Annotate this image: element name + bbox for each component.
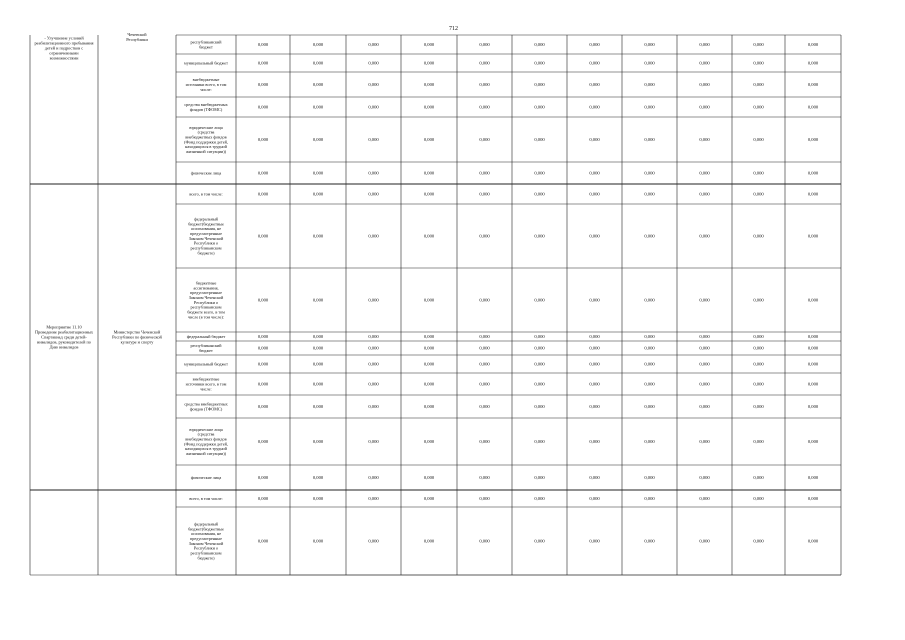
middle-value-cell: 0,000 [699, 404, 710, 410]
middle-value-cell: 0,000 [423, 439, 435, 445]
middle-value-cell: 0,000 [312, 345, 324, 351]
bottom-value-cell: 0,000 [807, 496, 819, 502]
middle-value-cell: 0,000 [312, 404, 324, 410]
top-value-cell: 0,000 [479, 170, 490, 176]
top-value-cell: 0,000 [644, 42, 655, 48]
middle-value-cell: 0,000 [257, 191, 269, 197]
top-value-cell: 0,000 [589, 104, 600, 110]
middle-value-cell: 0,000 [423, 297, 435, 303]
top-value-cell: 0,000 [368, 137, 379, 143]
top-value-cell: 0,000 [589, 170, 600, 176]
top-value-cell: 0,000 [368, 82, 379, 88]
top-value-cell: 0,000 [699, 60, 710, 66]
middle-value-cell: 0,000 [368, 345, 379, 351]
top-value-cell: 0,000 [534, 137, 545, 143]
middle-value-cell: 0,000 [423, 404, 435, 410]
middle-value-cell: 0,000 [807, 475, 819, 481]
top-row-label: республиканский бюджет [190, 39, 222, 50]
top-value-cell: 0,000 [312, 82, 324, 88]
top-value-cell: 0,000 [534, 104, 545, 110]
middle-value-cell: 0,000 [368, 297, 379, 303]
middle-value-cell: 0,000 [257, 361, 269, 367]
middle-value-cell: 0,000 [644, 475, 655, 481]
middle-value-cell: 0,000 [753, 345, 764, 351]
bottom-row-label: федеральный бюджет(бюджетные ассигнования, не предусмотренные Законом Чеченской Республики о республиканском бюджете) [188, 521, 224, 561]
middle-value-cell: 0,000 [589, 439, 600, 445]
bottom-value-cell: 0,000 [644, 496, 655, 502]
top-value-cell: 0,000 [807, 42, 819, 48]
middle-value-cell: 0,000 [312, 381, 324, 387]
middle-executor: Министерство Чеченской Республики по физической культуре и спорту [112, 329, 162, 345]
top-value-cell: 0,000 [423, 170, 435, 176]
middle-value-cell: 0,000 [807, 191, 819, 197]
middle-value-cell: 0,000 [312, 191, 324, 197]
middle-value-cell: 0,000 [423, 191, 435, 197]
top-value-cell: 0,000 [368, 60, 379, 66]
top-value-cell: 0,000 [534, 42, 545, 48]
bottom-value-cell: 0,000 [589, 538, 600, 544]
middle-value-cell: 0,000 [699, 475, 710, 481]
middle-value-cell: 0,000 [479, 475, 490, 481]
middle-row-label: федеральный бюджет(бюджетные ассигнования, не предусмотренные Законом Чеченской Республики о республиканском бюджете) [188, 216, 224, 256]
middle-value-cell: 0,000 [753, 233, 764, 239]
bottom-value-cell: 0,000 [368, 538, 379, 544]
top-value-cell: 0,000 [589, 42, 600, 48]
middle-value-cell: 0,000 [534, 297, 545, 303]
middle-value-cell: 0,000 [368, 381, 379, 387]
middle-value-cell: 0,000 [423, 345, 435, 351]
top-value-cell: 0,000 [807, 60, 819, 66]
top-value-cell: 0,000 [312, 170, 324, 176]
middle-value-cell: 0,000 [479, 334, 490, 340]
top-value-cell: 0,000 [423, 104, 435, 110]
middle-value-cell: 0,000 [589, 297, 600, 303]
top-value-cell: 0,000 [534, 170, 545, 176]
middle-value-cell: 0,000 [479, 345, 490, 351]
middle-value-cell: 0,000 [807, 345, 819, 351]
middle-value-cell: 0,000 [699, 381, 710, 387]
top-value-cell: 0,000 [479, 60, 490, 66]
middle-value-cell: 0,000 [644, 404, 655, 410]
middle-row-label: федеральный бюджет [186, 333, 226, 339]
top-value-cell: 0,000 [753, 170, 764, 176]
top-value-cell: 0,000 [423, 42, 435, 48]
middle-value-cell: 0,000 [257, 297, 269, 303]
bottom-value-cell: 0,000 [479, 496, 490, 502]
middle-value-cell: 0,000 [589, 475, 600, 481]
middle-value-cell: 0,000 [479, 404, 490, 410]
bottom-value-cell: 0,000 [807, 538, 819, 544]
top-value-cell: 0,000 [644, 60, 655, 66]
middle-value-cell: 0,000 [257, 345, 269, 351]
middle-value-cell: 0,000 [479, 361, 490, 367]
bottom-value-cell: 0,000 [699, 496, 710, 502]
middle-value-cell: 0,000 [644, 381, 655, 387]
middle-value-cell: 0,000 [423, 381, 435, 387]
top-value-cell: 0,000 [368, 104, 379, 110]
middle-value-cell: 0,000 [534, 404, 545, 410]
middle-value-cell: 0,000 [644, 361, 655, 367]
middle-value-cell: 0,000 [312, 361, 324, 367]
middle-value-cell: 0,000 [589, 191, 600, 197]
middle-value-cell: 0,000 [312, 334, 324, 340]
middle-row-label: бюджетные ассигнования, предусмотренные Законом Чеченской Республики о республиканском бюджете всего, в том числе (в том числе): [187, 280, 225, 320]
middle-row-label: физические лица [190, 474, 222, 480]
page-number: 712 [449, 26, 458, 32]
top-value-cell: 0,000 [753, 60, 764, 66]
top-value-cell: 0,000 [699, 137, 710, 143]
bottom-value-cell: 0,000 [423, 496, 435, 502]
middle-value-cell: 0,000 [699, 297, 710, 303]
top-value-cell: 0,000 [699, 82, 710, 88]
bottom-value-cell: 0,000 [312, 496, 324, 502]
bottom-value-cell: 0,000 [699, 538, 710, 544]
middle-value-cell: 0,000 [534, 191, 545, 197]
top-row-label: муниципальный бюджет [184, 60, 228, 66]
middle-value-cell: 0,000 [368, 233, 379, 239]
middle-value-cell: 0,000 [257, 475, 269, 481]
middle-value-cell: 0,000 [644, 297, 655, 303]
top-value-cell: 0,000 [753, 42, 764, 48]
middle-value-cell: 0,000 [589, 334, 600, 340]
middle-value-cell: 0,000 [644, 191, 655, 197]
bottom-row-label: всего, в том числе: [189, 495, 223, 501]
top-value-cell: 0,000 [257, 137, 269, 143]
top-value-cell: 0,000 [423, 82, 435, 88]
middle-value-cell: 0,000 [699, 191, 710, 197]
middle-value-cell: 0,000 [753, 361, 764, 367]
top-value-cell: 0,000 [807, 82, 819, 88]
top-value-cell: 0,000 [753, 82, 764, 88]
middle-value-cell: 0,000 [807, 297, 819, 303]
top-executor-fragment: Чеченской Республики [126, 32, 148, 42]
top-value-cell: 0,000 [368, 170, 379, 176]
middle-value-cell: 0,000 [534, 345, 545, 351]
top-value-cell: 0,000 [644, 170, 655, 176]
top-value-cell: 0,000 [753, 137, 764, 143]
top-value-cell: 0,000 [699, 104, 710, 110]
middle-value-cell: 0,000 [753, 191, 764, 197]
top-value-cell: 0,000 [589, 137, 600, 143]
middle-value-cell: 0,000 [699, 345, 710, 351]
top-value-cell: 0,000 [807, 137, 819, 143]
middle-value-cell: 0,000 [368, 404, 379, 410]
middle-value-cell: 0,000 [534, 233, 545, 239]
middle-value-cell: 0,000 [589, 233, 600, 239]
top-value-cell: 0,000 [257, 42, 269, 48]
middle-value-cell: 0,000 [368, 361, 379, 367]
middle-value-cell: 0,000 [807, 404, 819, 410]
middle-value-cell: 0,000 [534, 475, 545, 481]
bottom-value-cell: 0,000 [257, 538, 269, 544]
middle-value-cell: 0,000 [368, 334, 379, 340]
middle-value-cell: 0,000 [807, 439, 819, 445]
middle-value-cell: 0,000 [644, 439, 655, 445]
top-value-cell: 0,000 [699, 170, 710, 176]
top-value-cell: 0,000 [312, 104, 324, 110]
bottom-value-cell: 0,000 [534, 538, 545, 544]
top-row-label: юридические лица (средства внебюджетных фондов (Фонд поддержки детей, находящихся в трудной жизненной ситуации)) [184, 124, 228, 155]
top-row-label: физические лица [190, 170, 222, 176]
middle-value-cell: 0,000 [257, 233, 269, 239]
middle-value-cell: 0,000 [423, 475, 435, 481]
middle-row-label: внебюджетные источники всего, в том числе: [185, 376, 227, 392]
top-row-label: средства внебюджетных фондов (ТФОМС) [184, 102, 228, 112]
middle-value-cell: 0,000 [423, 334, 435, 340]
middle-value-cell: 0,000 [312, 233, 324, 239]
top-value-cell: 0,000 [479, 104, 490, 110]
middle-value-cell: 0,000 [312, 475, 324, 481]
middle-value-cell: 0,000 [479, 297, 490, 303]
bottom-value-cell: 0,000 [534, 496, 545, 502]
middle-value-cell: 0,000 [753, 297, 764, 303]
middle-value-cell: 0,000 [257, 439, 269, 445]
bottom-value-cell: 0,000 [589, 496, 600, 502]
middle-value-cell: 0,000 [753, 334, 764, 340]
middle-value-cell: 0,000 [807, 233, 819, 239]
top-value-cell: 0,000 [644, 82, 655, 88]
top-value-cell: 0,000 [257, 60, 269, 66]
middle-value-cell: 0,000 [589, 345, 600, 351]
bottom-value-cell: 0,000 [479, 538, 490, 544]
top-value-cell: 0,000 [312, 60, 324, 66]
top-value-cell: 0,000 [479, 42, 490, 48]
top-value-cell: 0,000 [423, 60, 435, 66]
middle-value-cell: 0,000 [257, 404, 269, 410]
middle-row-label: всего, в том числе: [189, 191, 223, 197]
middle-value-cell: 0,000 [423, 233, 435, 239]
middle-value-cell: 0,000 [807, 361, 819, 367]
middle-value-cell: 0,000 [534, 381, 545, 387]
middle-row-label: юридические лица (средства внебюджетных фондов (Фонд поддержки детей, находящихся в трудной жизненной ситуации)) [184, 426, 228, 457]
middle-row-label: муниципальный бюджет [184, 361, 228, 367]
middle-value-cell: 0,000 [699, 361, 710, 367]
middle-value-cell: 0,000 [368, 475, 379, 481]
middle-value-cell: 0,000 [589, 361, 600, 367]
middle-value-cell: 0,000 [753, 439, 764, 445]
bottom-value-cell: 0,000 [753, 496, 764, 502]
middle-value-cell: 0,000 [479, 381, 490, 387]
middle-value-cell: 0,000 [699, 439, 710, 445]
middle-value-cell: 0,000 [644, 334, 655, 340]
top-value-cell: 0,000 [589, 82, 600, 88]
top-value-cell: 0,000 [312, 137, 324, 143]
top-value-cell: 0,000 [257, 170, 269, 176]
top-value-cell: 0,000 [257, 82, 269, 88]
bottom-value-cell: 0,000 [423, 538, 435, 544]
middle-value-cell: 0,000 [534, 334, 545, 340]
middle-value-cell: 0,000 [368, 191, 379, 197]
middle-value-cell: 0,000 [312, 439, 324, 445]
top-value-cell: 0,000 [423, 137, 435, 143]
top-value-cell: 0,000 [753, 104, 764, 110]
middle-value-cell: 0,000 [534, 439, 545, 445]
middle-value-cell: 0,000 [807, 334, 819, 340]
top-value-cell: 0,000 [644, 104, 655, 110]
middle-value-cell: 0,000 [534, 361, 545, 367]
middle-value-cell: 0,000 [644, 233, 655, 239]
middle-value-cell: 0,000 [257, 334, 269, 340]
middle-value-cell: 0,000 [479, 233, 490, 239]
bottom-value-cell: 0,000 [257, 496, 269, 502]
middle-value-cell: 0,000 [699, 233, 710, 239]
bottom-value-cell: 0,000 [368, 496, 379, 502]
top-value-cell: 0,000 [479, 137, 490, 143]
middle-value-cell: 0,000 [644, 345, 655, 351]
top-value-cell: 0,000 [807, 104, 819, 110]
middle-value-cell: 0,000 [312, 297, 324, 303]
bottom-value-cell: 0,000 [312, 538, 324, 544]
top-measure-fragment: - Улучшение условий реабилитационного пребывания детей и подростков с ограниченными возможностями [34, 35, 94, 61]
middle-value-cell: 0,000 [589, 381, 600, 387]
top-row-label: внебюджетные источники всего, в том числе: [185, 77, 227, 92]
middle-value-cell: 0,000 [753, 404, 764, 410]
bottom-value-cell: 0,000 [644, 538, 655, 544]
top-value-cell: 0,000 [699, 42, 710, 48]
middle-value-cell: 0,000 [368, 439, 379, 445]
middle-value-cell: 0,000 [699, 334, 710, 340]
middle-value-cell: 0,000 [423, 361, 435, 367]
top-value-cell: 0,000 [368, 42, 379, 48]
top-value-cell: 0,000 [312, 42, 324, 48]
top-value-cell: 0,000 [644, 137, 655, 143]
middle-row-label: республиканский бюджет [190, 343, 222, 353]
middle-value-cell: 0,000 [479, 439, 490, 445]
middle-value-cell: 0,000 [753, 381, 764, 387]
top-value-cell: 0,000 [589, 60, 600, 66]
top-value-cell: 0,000 [257, 104, 269, 110]
middle-value-cell: 0,000 [807, 381, 819, 387]
top-value-cell: 0,000 [534, 82, 545, 88]
middle-value-cell: 0,000 [257, 381, 269, 387]
top-value-cell: 0,000 [534, 60, 545, 66]
middle-value-cell: 0,000 [479, 191, 490, 197]
middle-measure: Мероприятие 11.10 Проведение реабилитационных Спартакиад среди детей-инвалидов, руководителей по Дню инвалидов [34, 324, 94, 350]
middle-value-cell: 0,000 [753, 475, 764, 481]
middle-row-label: средства внебюджетных фондов (ТФОМС) [184, 401, 228, 412]
top-value-cell: 0,000 [479, 82, 490, 88]
top-value-cell: 0,000 [807, 170, 819, 176]
middle-value-cell: 0,000 [589, 404, 600, 410]
bottom-value-cell: 0,000 [753, 538, 764, 544]
